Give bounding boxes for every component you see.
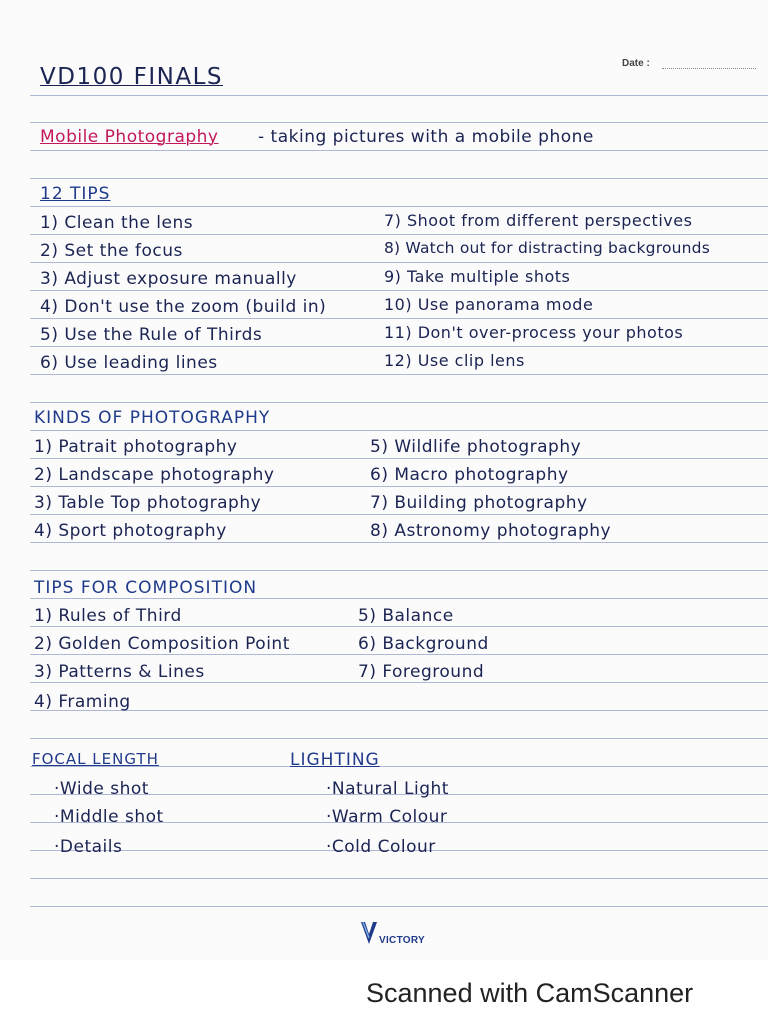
rule-line	[30, 122, 768, 123]
focal-item: ·Middle shot	[54, 807, 164, 827]
composition-item: 2) Golden Composition Point	[34, 634, 290, 654]
kind-item: 2) Landscape photography	[34, 465, 275, 485]
victory-logo	[360, 920, 425, 946]
tip-item: 7) Shoot from different perspectives	[384, 211, 693, 230]
tip-item: 10) Use panorama mode	[384, 295, 594, 314]
logo-text: VICTORY	[379, 935, 425, 946]
kind-item: 5) Wildlife photography	[370, 437, 582, 457]
tip-item: 5) Use the Rule of Thirds	[40, 325, 263, 345]
tip-item: 6) Use leading lines	[40, 353, 218, 373]
rule-line	[30, 178, 768, 179]
kind-item: 8) Astronomy photography	[370, 521, 612, 541]
rule-line	[30, 486, 768, 487]
composition-item: 1) Rules of Third	[34, 606, 182, 626]
rule-line	[30, 262, 768, 263]
tip-item: 2) Set the focus	[40, 241, 183, 261]
focal-item: ·Details	[54, 837, 123, 857]
tip-item: 11) Don't over-process your photos	[384, 323, 684, 342]
intro-definition: - taking pictures with a mobile phone	[258, 127, 594, 147]
rule-line	[30, 318, 768, 319]
rule-line	[30, 374, 768, 375]
lighting-item: ·Natural Light	[326, 779, 449, 799]
victory-v-icon	[360, 920, 378, 946]
date-line	[662, 68, 756, 69]
lighting-item: ·Warm Colour	[326, 807, 448, 827]
tip-item: 12) Use clip lens	[384, 351, 525, 370]
tip-item: 3) Adjust exposure manually	[40, 269, 297, 289]
focal-heading: FOCAL LENGTH	[32, 750, 159, 768]
rule-line	[30, 402, 768, 403]
kind-item: 7) Building photography	[370, 493, 588, 513]
tip-item: 8) Watch out for distracting backgrounds	[384, 239, 710, 257]
camscanner-watermark: Scanned with CamScanner	[366, 978, 694, 1008]
rule-line	[30, 682, 768, 683]
rule-line	[30, 906, 768, 907]
tip-item: 4) Don't use the zoom (build in)	[40, 297, 327, 317]
tip-item: 1) Clean the lens	[40, 213, 194, 233]
date-label: Date :	[622, 58, 650, 69]
composition-item: 3) Patterns & Lines	[34, 662, 205, 682]
composition-item: 4) Framing	[34, 692, 131, 712]
kind-item: 6) Macro photography	[370, 465, 569, 485]
rule-line	[30, 710, 768, 711]
rule-line	[30, 542, 768, 543]
rule-line	[30, 430, 768, 431]
lighting-item: ·Cold Colour	[326, 837, 436, 857]
rule-line	[30, 95, 768, 96]
rule-line	[30, 514, 768, 515]
kind-item: 4) Sport photography	[34, 521, 227, 541]
tips-heading: 12 TIPS	[40, 184, 111, 204]
lighting-heading: LIGHTING	[290, 750, 380, 770]
kinds-heading: KINDS OF PHOTOGRAPHY	[34, 408, 271, 428]
rule-line	[30, 570, 768, 571]
composition-item: 7) Foreground	[358, 662, 485, 682]
page-title: VD100 FINALS	[40, 64, 224, 90]
focal-item: ·Wide shot	[54, 779, 149, 799]
rule-line	[30, 346, 768, 347]
kind-item: 1) Patrait photography	[34, 437, 238, 457]
rule-line	[30, 458, 768, 459]
rule-line	[30, 206, 768, 207]
rule-line	[30, 626, 768, 627]
composition-item: 6) Background	[358, 634, 489, 654]
rule-line	[30, 738, 768, 739]
rule-line	[30, 234, 768, 235]
intro-term: Mobile Photography	[40, 127, 219, 147]
rule-line	[30, 150, 768, 151]
rule-line	[30, 598, 768, 599]
rule-line	[30, 290, 768, 291]
rule-line	[30, 878, 768, 879]
kind-item: 3) Table Top photography	[34, 493, 262, 513]
tip-item: 9) Take multiple shots	[384, 267, 571, 286]
composition-item: 5) Balance	[358, 606, 454, 626]
rule-line	[30, 654, 768, 655]
composition-heading: TIPS FOR COMPOSITION	[34, 578, 258, 598]
